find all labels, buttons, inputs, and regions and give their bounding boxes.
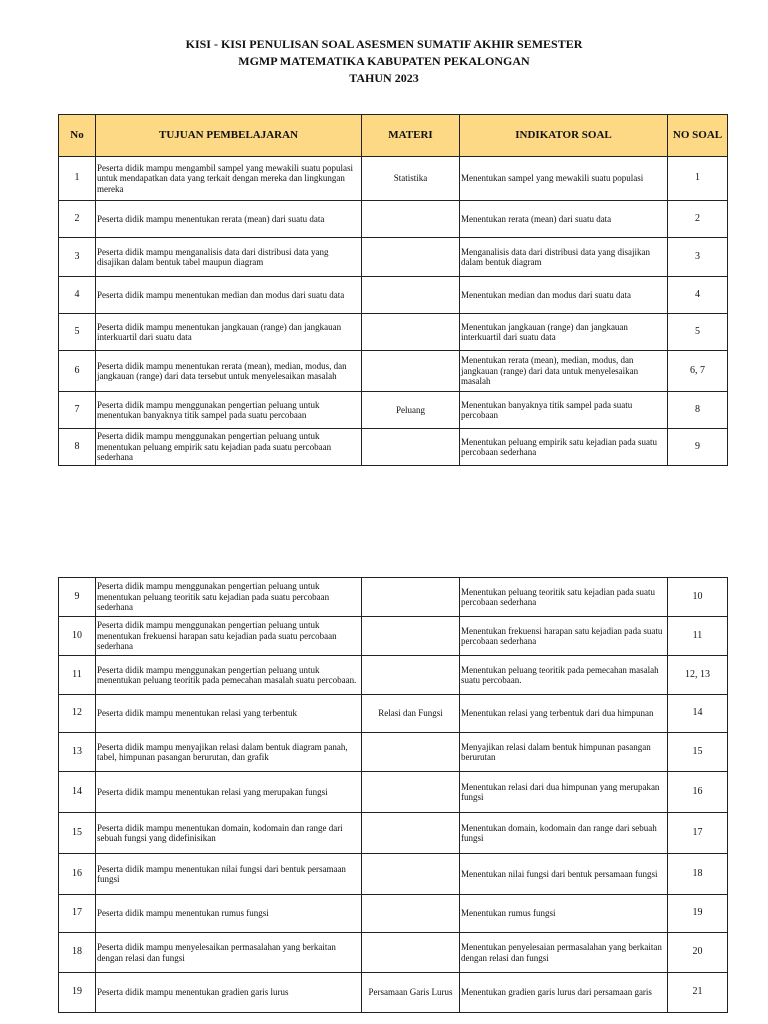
- table-row: [59, 578, 728, 617]
- table-row: [59, 351, 728, 392]
- row-number: 3: [59, 238, 96, 277]
- materi-cell: [362, 656, 460, 695]
- tujuan-cell: Peserta didik mampu menggunakan pengertian peluang untuk menentukan peluang empirik satu kejadian pada suatu percobaan sederhana: [96, 429, 362, 466]
- materi-cell: Persamaan Garis Lurus: [362, 973, 460, 1013]
- tujuan-cell: Peserta didik mampu menentukan gradien garis lurus: [96, 973, 362, 1013]
- no-soal-cell: 19: [668, 895, 728, 933]
- materi-cell: [362, 854, 460, 895]
- row-number: 7: [59, 392, 96, 429]
- header-tujuan: TUJUAN PEMBELAJARAN: [96, 115, 362, 157]
- indikator-cell: Menganalisis data dari distribusi data yang disajikan dalam bentuk diagram: [460, 238, 668, 277]
- indikator-cell: Menentukan sampel yang mewakili suatu populasi: [460, 157, 668, 201]
- table-row: [59, 238, 728, 277]
- no-soal-cell: 17: [668, 813, 728, 854]
- indikator-cell: Menentukan gradien garis lurus dari persamaan garis: [460, 973, 668, 1013]
- no-soal-cell: 18: [668, 854, 728, 895]
- row-number: 8: [59, 429, 96, 466]
- tujuan-cell: Peserta didik mampu mengambil sampel yang mewakili suatu populasi untuk mendapatkan data yang terkait dengan mereka dan lingkungan mereka: [96, 157, 362, 201]
- no-soal-cell: 2: [668, 201, 728, 238]
- materi-cell: [362, 314, 460, 351]
- tujuan-cell: Peserta didik mampu menentukan relasi yang terbentuk: [96, 695, 362, 733]
- materi-cell: [362, 813, 460, 854]
- title-line-1: KISI - KISI PENULISAN SOAL ASESMEN SUMATIF AKHIR SEMESTER: [185, 37, 583, 51]
- no-soal-cell: 9: [668, 429, 728, 466]
- indikator-cell: Menentukan peluang teoritik satu kejadian pada suatu percobaan sederhana: [460, 578, 668, 617]
- header-no: No: [59, 115, 96, 157]
- tujuan-cell: Peserta didik mampu menentukan relasi yang merupakan fungsi: [96, 772, 362, 813]
- no-soal-cell: 14: [668, 695, 728, 733]
- row-number: 12: [59, 695, 96, 733]
- materi-cell: Statistika: [362, 157, 460, 201]
- row-number: 6: [59, 351, 96, 392]
- no-soal-cell: 1: [668, 157, 728, 201]
- materi-cell: [362, 238, 460, 277]
- table-row: [59, 157, 728, 201]
- no-soal-cell: 4: [668, 277, 728, 314]
- indikator-cell: Menentukan penyelesaian permasalahan yang berkaitan dengan relasi dan fungsi: [460, 933, 668, 973]
- table-row: [59, 695, 728, 733]
- tujuan-cell: Peserta didik mampu menggunakan pengertian peluang untuk menentukan peluang teoritik satu kejadian pada suatu percobaan sederhana: [96, 578, 362, 617]
- tujuan-cell: Peserta didik mampu menentukan rerata (mean), median, modus, dan jangkauan (range) dari data tersebut untuk menyelesaikan masalah: [96, 351, 362, 392]
- no-soal-cell: 6, 7: [668, 351, 728, 392]
- tujuan-cell: Peserta didik mampu menentukan rerata (mean) dari suatu data: [96, 201, 362, 238]
- no-soal-cell: 12, 13: [668, 656, 728, 695]
- row-number: 19: [59, 973, 96, 1013]
- indikator-cell: Menentukan rerata (mean) dari suatu data: [460, 201, 668, 238]
- no-soal-cell: 16: [668, 772, 728, 813]
- table-row: [59, 813, 728, 854]
- table-row: [59, 973, 728, 1013]
- row-number: 18: [59, 933, 96, 973]
- table-header-row: [59, 115, 728, 157]
- indikator-cell: Menentukan median dan modus dari suatu data: [460, 277, 668, 314]
- row-number: 17: [59, 895, 96, 933]
- table-row: [59, 933, 728, 973]
- kisi-table-page-2: [58, 577, 728, 1013]
- materi-cell: [362, 429, 460, 466]
- table-row: [59, 895, 728, 933]
- no-soal-cell: 15: [668, 733, 728, 772]
- indikator-cell: Menentukan banyaknya titik sampel pada suatu percobaan: [460, 392, 668, 429]
- no-soal-cell: 11: [668, 617, 728, 656]
- tujuan-cell: Peserta didik mampu menyelesaikan permasalahan yang berkaitan dengan relasi dan fungsi: [96, 933, 362, 973]
- title-line-3: TAHUN 2023: [349, 71, 419, 85]
- indikator-cell: Menentukan peluang empirik satu kejadian pada suatu percobaan sederhana: [460, 429, 668, 466]
- document-title: [0, 36, 768, 87]
- tujuan-cell: Peserta didik mampu menyajikan relasi dalam bentuk diagram panah, tabel, himpunan pasangan berurutan, dan grafik: [96, 733, 362, 772]
- table-row: [59, 429, 728, 466]
- tujuan-cell: Peserta didik mampu menggunakan pengertian peluang untuk menentukan frekuensi harapan satu kejadian pada suatu percobaan sederhana: [96, 617, 362, 656]
- row-number: 15: [59, 813, 96, 854]
- materi-cell: [362, 201, 460, 238]
- title-line-2: MGMP MATEMATIKA KABUPATEN PEKALONGAN: [238, 54, 530, 68]
- table-row: [59, 656, 728, 695]
- indikator-cell: Menentukan frekuensi harapan satu kejadian pada suatu percobaan sederhana: [460, 617, 668, 656]
- indikator-cell: Menentukan peluang teoritik pada pemecahan masalah suatu percobaan.: [460, 656, 668, 695]
- row-number: 14: [59, 772, 96, 813]
- indikator-cell: Menentukan rerata (mean), median, modus, dan jangkauan (range) dari data untuk menyelesaikan masalah: [460, 351, 668, 392]
- header-indikator: INDIKATOR SOAL: [460, 115, 668, 157]
- indikator-cell: Menyajikan relasi dalam bentuk himpunan pasangan berurutan: [460, 733, 668, 772]
- row-number: 4: [59, 277, 96, 314]
- row-number: 13: [59, 733, 96, 772]
- tujuan-cell: Peserta didik mampu menggunakan pengertian peluang untuk menentukan banyaknya titik sampel pada suatu percobaan: [96, 392, 362, 429]
- materi-cell: [362, 733, 460, 772]
- header-materi: MATERI: [362, 115, 460, 157]
- indikator-cell: Menentukan nilai fungsi dari bentuk persamaan fungsi: [460, 854, 668, 895]
- no-soal-cell: 3: [668, 238, 728, 277]
- row-number: 9: [59, 578, 96, 617]
- materi-cell: [362, 617, 460, 656]
- indikator-cell: Menentukan rumus fungsi: [460, 895, 668, 933]
- no-soal-cell: 5: [668, 314, 728, 351]
- kisi-table-page-1: [58, 114, 728, 466]
- table-row: [59, 733, 728, 772]
- indikator-cell: Menentukan jangkauan (range) dan jangkauan interkuartil dari suatu data: [460, 314, 668, 351]
- materi-cell: [362, 277, 460, 314]
- row-number: 2: [59, 201, 96, 238]
- materi-cell: [362, 351, 460, 392]
- indikator-cell: Menentukan relasi dari dua himpunan yang merupakan fungsi: [460, 772, 668, 813]
- tujuan-cell: Peserta didik mampu menentukan rumus fungsi: [96, 895, 362, 933]
- no-soal-cell: 21: [668, 973, 728, 1013]
- header-no-soal: NO SOAL: [668, 115, 728, 157]
- row-number: 16: [59, 854, 96, 895]
- indikator-cell: Menentukan relasi yang terbentuk dari dua himpunan: [460, 695, 668, 733]
- materi-cell: [362, 933, 460, 973]
- no-soal-cell: 10: [668, 578, 728, 617]
- no-soal-cell: 20: [668, 933, 728, 973]
- materi-cell: Peluang: [362, 392, 460, 429]
- materi-cell: Relasi dan Fungsi: [362, 695, 460, 733]
- tujuan-cell: Peserta didik mampu menentukan jangkauan (range) dan jangkauan interkuartil dari suatu data: [96, 314, 362, 351]
- table-row: [59, 314, 728, 351]
- materi-cell: [362, 772, 460, 813]
- table-row: [59, 617, 728, 656]
- tujuan-cell: Peserta didik mampu menentukan domain, kodomain dan range dari sebuah fungsi yang didefinisikan: [96, 813, 362, 854]
- tujuan-cell: Peserta didik mampu menggunakan pengertian peluang untuk menentukan peluang teoritik pada pemecahan masalah suatu percobaan.: [96, 656, 362, 695]
- tujuan-cell: Peserta didik mampu menentukan median dan modus dari suatu data: [96, 277, 362, 314]
- table-row: [59, 772, 728, 813]
- table-row: [59, 201, 728, 238]
- indikator-cell: Menentukan domain, kodomain dan range dari sebuah fungsi: [460, 813, 668, 854]
- row-number: 1: [59, 157, 96, 201]
- row-number: 11: [59, 656, 96, 695]
- tujuan-cell: Peserta didik mampu menentukan nilai fungsi dari bentuk persamaan fungsi: [96, 854, 362, 895]
- no-soal-cell: 8: [668, 392, 728, 429]
- table-row: [59, 854, 728, 895]
- table-row: [59, 392, 728, 429]
- row-number: 10: [59, 617, 96, 656]
- materi-cell: [362, 578, 460, 617]
- row-number: 5: [59, 314, 96, 351]
- materi-cell: [362, 895, 460, 933]
- table-row: [59, 277, 728, 314]
- tujuan-cell: Peserta didik mampu menganalisis data dari distribusi data yang disajikan dalam bentuk tabel maupun diagram: [96, 238, 362, 277]
